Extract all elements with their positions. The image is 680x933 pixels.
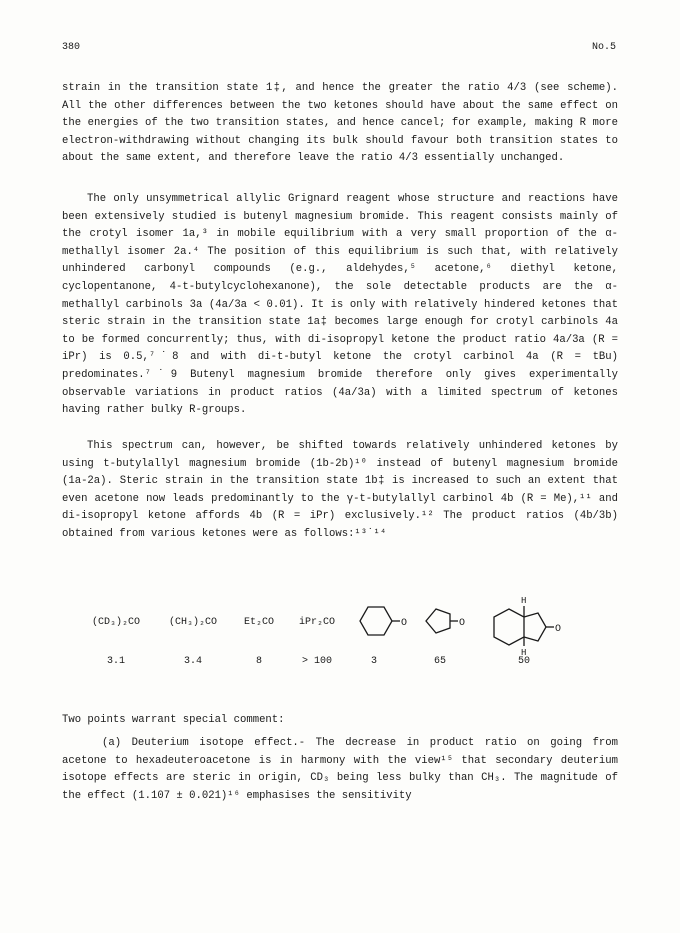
journal-number: No.5 — [591, 42, 616, 53]
cyclopentanone-structure — [420, 605, 474, 645]
paragraph-5: (a) Deuterium isotope effect.- The decrease in product ratio on going from acetone to hexadeuteroacetone is in harmony with the view¹⁵ that secondary deuterium isotope effects are steric in origin, CD₃ being less bulky than CH₃. The magnitude of the effect (1.107 ± 0.021)¹⁶ emphasises the sensitivity — [62, 737, 618, 802]
ratio-di-isopropyl-ketone: > 100 — [301, 656, 333, 667]
ketone-label-et: Et₂CO — [243, 617, 275, 628]
paragraph-4: Two points warrant special comment: — [62, 714, 285, 726]
ratio-diethyl-ketone: 8 — [255, 656, 263, 667]
oxygen-label: O — [459, 618, 466, 629]
ratio-hydrindanone: 50 — [517, 656, 531, 667]
hydrogen-label-bottom: H — [521, 648, 527, 658]
oxygen-label: O — [555, 624, 562, 635]
ketone-label-ipr: iPr₂CO — [298, 617, 336, 628]
cyclopentane-ring — [426, 609, 450, 633]
hydrindanone-structure — [484, 595, 576, 659]
ratio-cd3-acetone: 3.1 — [106, 656, 126, 667]
five-membered-ring — [524, 613, 546, 641]
ratio-cyclopentanone: 65 — [433, 656, 447, 667]
ratio-cyclohexanone: 3 — [370, 656, 378, 667]
page-number: 380 — [62, 42, 81, 53]
ketone-label-cd3: (CD₃)₂CO — [91, 617, 141, 628]
ratio-acetone: 3.4 — [183, 656, 203, 667]
ketone-label-ch3: (CH₃)₂CO — [168, 617, 218, 628]
cyclohexane-ring — [360, 607, 392, 635]
paragraph-3: This spectrum can, however, be shifted towards relatively unhindered ketones by using t-butylallyl magnesium bromide (1b-2b)¹⁰ instead of butenyl magnesium bromide (1a-2a). Steric strain in the transition state 1b‡ is increased to such an extent that even acetone now leads predominantly to the γ-t-butylallyl carbinol 4b (R = Me),¹¹ and di-isopropyl ketone affords 4b (R = iPr) exclusively.¹² The product ratios (4b/3b) obtained from various ketones were as follows:¹³˙¹⁴ — [62, 440, 618, 540]
paragraph-1: strain in the transition state 1‡, and hence the greater the ratio 4/3 (see scheme). All the other differences between the two ketones should have about the same effect on the energies of the two transition states, and hence cancel; for example, making R more electron-withdrawing without changing its bulk should favour both transition states to about the same extent, and therefore leave the ratio 4/3 essentially unchanged. — [62, 82, 618, 165]
paragraph-2: The only unsymmetrical allylic Grignard reagent whose structure and reactions have been extensively studied is butenyl magnesium bromide. This reagent consists mainly of the crotyl isomer 1a,³ in mobile equilibrium with a very small proportion of the α-methallyl isomer 2a.⁴ The position of this equilibrium is such that, with relatively unhindered carbonyl compounds (e.g., aldehydes,⁵ acetone,⁶ diethyl ketone, cyclopentanone, 4-t-butylcyclohexanone), the sole detectable products are the α-methallyl carbinols 3a (4a/3a < 0.01). It is only with relatively hindered ketones that steric strain in the transition state 1a‡ becomes large enough for crotyl carbinols 4a to be formed concurrently; thus, with di-isopropyl ketone the product ratio 4a/3a (R = iPr) is 0.5,⁷˙8 and with di-t-butyl ketone the crotyl carbinol 4a (R = tBu) predominates.⁷˙9 Butenyl magnesium bromide therefore only gives experimentally observable variations in product ratios (4a/3a) with a limited spectrum of ketones having rather bulky R-groups. — [62, 193, 618, 417]
ketone-table — [0, 595, 680, 675]
cyclohexanone-structure — [350, 603, 410, 649]
six-membered-ring — [494, 609, 524, 645]
oxygen-label: O — [401, 618, 408, 629]
hydrogen-label-top: H — [521, 596, 527, 606]
